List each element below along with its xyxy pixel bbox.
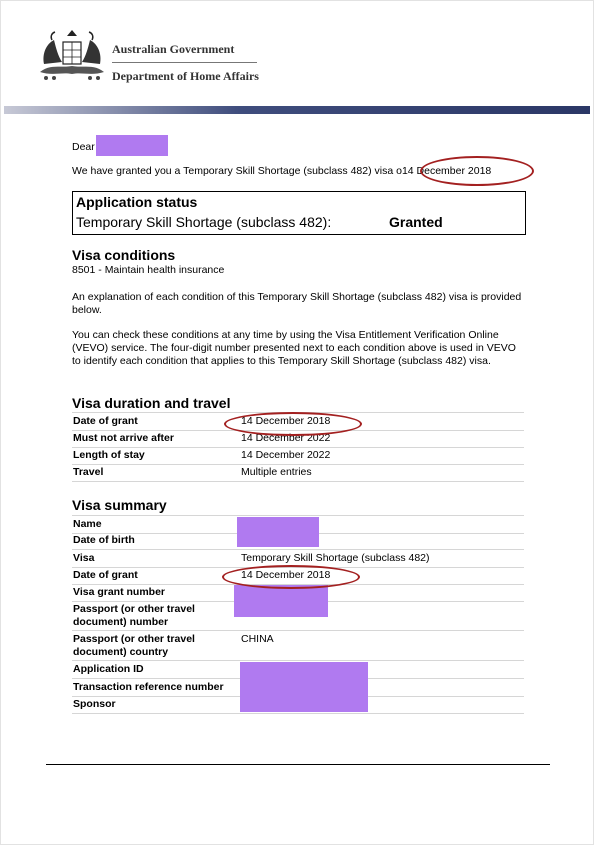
table-row <box>72 631 524 661</box>
row-value: 14 December 2022 <box>241 449 331 461</box>
summary-heading: Visa summary <box>72 497 167 513</box>
table-row <box>72 464 524 482</box>
row-label: Visa grant number <box>73 586 165 598</box>
duration-heading: Visa duration and travel <box>72 395 231 411</box>
redaction-grant-passport <box>234 585 328 617</box>
row-label: Sponsor <box>73 698 116 710</box>
salutation: Dear <box>72 141 95 153</box>
status-value: Granted <box>389 214 443 230</box>
row-label: Date of grant <box>73 415 138 427</box>
redaction-name-dob <box>237 517 319 547</box>
row-value: 14 December 2018 <box>241 415 331 427</box>
row-label: Date of grant <box>73 569 138 581</box>
government-wordmark <box>112 42 259 84</box>
footer-rule <box>46 764 550 765</box>
row-value: CHINA <box>241 633 274 645</box>
status-title: Application status <box>76 194 198 210</box>
table-row <box>72 447 524 465</box>
department-name: Department of Home Affairs <box>112 69 259 83</box>
row-value: 14 December 2022 <box>241 432 331 444</box>
application-status-box <box>72 191 526 235</box>
annotation-oval <box>222 565 360 589</box>
row-label: Must not arrive after <box>73 432 174 444</box>
annotation-oval <box>420 156 534 186</box>
wordmark-divider <box>112 62 257 63</box>
conditions-paragraph-2: You can check these conditions at any time by using the Visa Entitlement Verification Online (VEVO) service. The four-digit number presented next to each condition above is used in VEVO to identify each condition that applies to this Temporary Skill Shortage (subclass 482) visa. <box>72 329 516 367</box>
row-label: Name <box>73 518 102 530</box>
annotation-oval <box>224 412 362 436</box>
condition-item: 8501 - Maintain health insurance <box>72 264 225 276</box>
row-value: Multiple entries <box>241 466 312 478</box>
row-label: Length of stay <box>73 449 145 461</box>
row-value: Temporary Skill Shortage (subclass 482) <box>241 552 430 564</box>
header-bar <box>4 106 590 114</box>
redaction-application-sponsor <box>240 662 368 712</box>
row-label: Transaction reference number <box>73 681 224 693</box>
conditions-paragraph-1: An explanation of each condition of this Temporary Skill Shortage (subclass 482) visa is provided below. <box>72 291 522 316</box>
row-label: Travel <box>73 466 104 478</box>
row-value: 14 December 2018 <box>241 569 331 581</box>
row-label: Date of birth <box>73 534 135 546</box>
row-label: Application ID <box>73 663 144 675</box>
status-label: Temporary Skill Shortage (subclass 482): <box>76 214 332 230</box>
government-name: Australian Government <box>112 42 235 56</box>
grant-sentence-text: We have granted you a Temporary Skill Shortage (subclass 482) visa o <box>72 165 402 177</box>
redaction-addressee <box>96 135 168 156</box>
row-label: Passport (or other travel document) country <box>73 633 195 658</box>
conditions-heading: Visa conditions <box>72 247 176 263</box>
row-label: Visa <box>73 552 95 564</box>
row-label: Passport (or other travel document) number <box>73 603 195 628</box>
coat-of-arms-logo <box>36 28 108 84</box>
grant-sentence-date: 14 December 2018 <box>401 165 492 177</box>
